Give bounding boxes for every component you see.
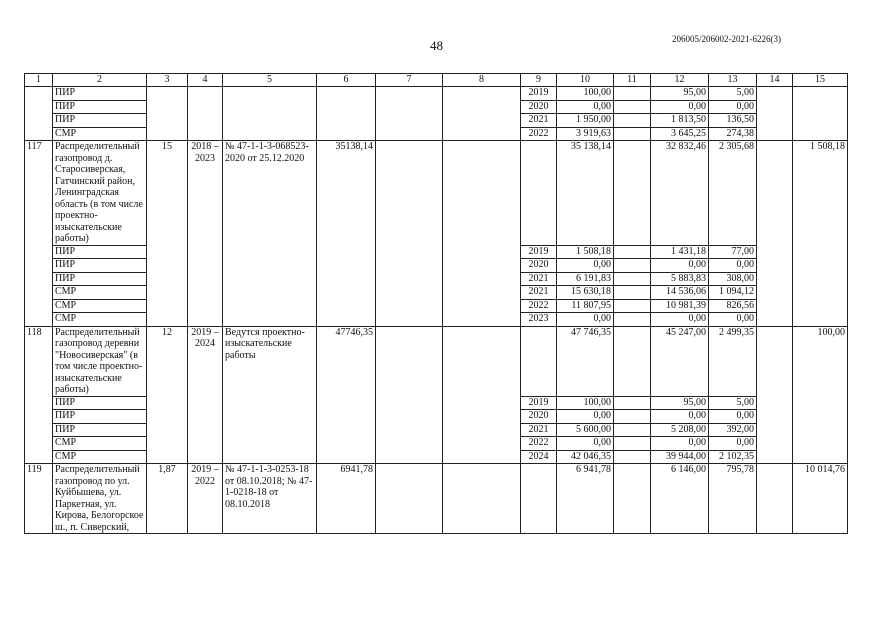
length-km: 1,87	[147, 464, 188, 534]
stage-regional: 0,00	[709, 100, 757, 114]
record-federal: 6 146,00	[651, 464, 709, 534]
col11-cell	[614, 87, 651, 101]
col14-cell	[757, 141, 793, 327]
col11-cell	[614, 259, 651, 273]
estimated-cost: 47746,35	[317, 326, 376, 464]
stage-federal: 95,00	[651, 87, 709, 101]
stage-regional: 77,00	[709, 245, 757, 259]
column-header: 10	[557, 74, 614, 87]
col11-cell	[614, 313, 651, 327]
stage-federal: 0,00	[651, 100, 709, 114]
stage-year: 2022	[521, 437, 557, 451]
estimated-cost: 35138,14	[317, 141, 376, 327]
stage-total: 15 630,18	[557, 286, 614, 300]
stage-year: 2019	[521, 245, 557, 259]
column-numbers-row	[25, 74, 848, 87]
stage-year: 2020	[521, 410, 557, 424]
record-number: 118	[25, 326, 53, 464]
stage-regional: 5,00	[709, 396, 757, 410]
column-header: 2	[53, 74, 147, 87]
stage-total: 0,00	[557, 410, 614, 424]
stage-regional: 5,00	[709, 87, 757, 101]
stage-type: ПИР	[53, 259, 147, 273]
stage-year: 2021	[521, 114, 557, 128]
column-header: 6	[317, 74, 376, 87]
column-header: 13	[709, 74, 757, 87]
col8-cell	[443, 141, 521, 327]
col8-cell	[443, 326, 521, 464]
stage-federal: 0,00	[651, 313, 709, 327]
stage-total: 0,00	[557, 313, 614, 327]
col11-cell	[614, 272, 651, 286]
stage-year: 2020	[521, 100, 557, 114]
stage-year: 2020	[521, 259, 557, 273]
period-years: 2018 – 2023	[188, 141, 223, 327]
col11-cell	[614, 464, 651, 534]
col11-cell	[614, 396, 651, 410]
stage-type: ПИР	[53, 423, 147, 437]
continued-col7	[376, 87, 443, 141]
stage-federal: 5 883,83	[651, 272, 709, 286]
record-regional: 795,78	[709, 464, 757, 534]
length-km: 15	[147, 141, 188, 327]
stage-regional: 0,00	[709, 437, 757, 451]
object-name: Распределительный газопровод деревни "Новосиверская" (в том числе проектно-изыскательские работы)	[53, 326, 147, 396]
column-header: 9	[521, 74, 557, 87]
stage-total: 0,00	[557, 100, 614, 114]
record-federal: 32 832,46	[651, 141, 709, 246]
col11-cell	[614, 100, 651, 114]
column-header: 11	[614, 74, 651, 87]
budget-table	[24, 73, 848, 534]
column-header: 15	[793, 74, 848, 87]
stage-total: 100,00	[557, 396, 614, 410]
stage-federal: 14 536,06	[651, 286, 709, 300]
col11-cell	[614, 127, 651, 141]
continued-col8	[443, 87, 521, 141]
stage-type: ПИР	[53, 100, 147, 114]
stage-year: 2019	[521, 396, 557, 410]
stage-federal: 3 645,25	[651, 127, 709, 141]
col9-cell	[521, 464, 557, 534]
stage-regional: 1 094,12	[709, 286, 757, 300]
object-name: Распределительный газопровод д. Старосиверская, Гатчинский район, Ленинградская область (в том числе проектно-изыскательские работы)	[53, 141, 147, 246]
column-header: 12	[651, 74, 709, 87]
continued-col3	[147, 87, 188, 141]
col11-cell	[614, 114, 651, 128]
col11-cell	[614, 437, 651, 451]
stage-total: 1 950,00	[557, 114, 614, 128]
continued-col14	[757, 87, 793, 141]
stage-type: ПИР	[53, 245, 147, 259]
record-total: 35 138,14	[557, 141, 614, 246]
column-header: 5	[223, 74, 317, 87]
stage-type: СМР	[53, 450, 147, 464]
estimated-cost: 6941,78	[317, 464, 376, 534]
record-total: 6 941,78	[557, 464, 614, 534]
record-main-row	[25, 464, 848, 534]
stage-year: 2021	[521, 272, 557, 286]
stage-regional: 136,50	[709, 114, 757, 128]
col11-cell	[614, 141, 651, 246]
column-header: 14	[757, 74, 793, 87]
stage-federal: 39 944,00	[651, 450, 709, 464]
column-header: 7	[376, 74, 443, 87]
stage-year: 2022	[521, 299, 557, 313]
record-number: 117	[25, 141, 53, 327]
record-number: 119	[25, 464, 53, 534]
stage-type: СМР	[53, 313, 147, 327]
col11-cell	[614, 450, 651, 464]
stage-year: 2021	[521, 423, 557, 437]
period-years: 2019 – 2024	[188, 326, 223, 464]
stage-year: 2019	[521, 87, 557, 101]
continued-col4	[188, 87, 223, 141]
stage-type: ПИР	[53, 87, 147, 101]
stage-row	[25, 87, 848, 101]
stage-total: 100,00	[557, 87, 614, 101]
page-number: 48	[430, 38, 443, 53]
record-federal: 45 247,00	[651, 326, 709, 396]
col11-cell	[614, 423, 651, 437]
col9-cell	[521, 326, 557, 396]
stage-regional: 0,00	[709, 313, 757, 327]
record-main-row	[25, 141, 848, 246]
object-name: Распределительный газопровод по ул. Куйбышева, ул. Паркетная, ул. Кирова, Белогорское ш., п. Сиверский,	[53, 464, 147, 534]
col11-cell	[614, 245, 651, 259]
stage-federal: 1 813,50	[651, 114, 709, 128]
stage-total: 11 807,95	[557, 299, 614, 313]
stage-total: 1 508,18	[557, 245, 614, 259]
record-regional: 2 305,68	[709, 141, 757, 246]
record-col15: 100,00	[793, 326, 848, 464]
stage-type: ПИР	[53, 396, 147, 410]
stage-regional: 308,00	[709, 272, 757, 286]
record-main-row	[25, 326, 848, 396]
continued-col6	[317, 87, 376, 141]
stage-federal: 0,00	[651, 437, 709, 451]
stage-type: СМР	[53, 299, 147, 313]
column-header: 8	[443, 74, 521, 87]
stage-federal: 0,00	[651, 410, 709, 424]
expertise-reference: Ведутся проектно-изыскательские работы	[223, 326, 317, 464]
stage-type: ПИР	[53, 410, 147, 424]
stage-regional: 392,00	[709, 423, 757, 437]
col11-cell	[614, 299, 651, 313]
stage-type: ПИР	[53, 114, 147, 128]
stage-regional: 0,00	[709, 259, 757, 273]
stage-federal: 0,00	[651, 259, 709, 273]
record-col15: 10 014,76	[793, 464, 848, 534]
stage-year: 2021	[521, 286, 557, 300]
stage-federal: 5 208,00	[651, 423, 709, 437]
length-km: 12	[147, 326, 188, 464]
stage-regional: 0,00	[709, 410, 757, 424]
stage-total: 3 919,63	[557, 127, 614, 141]
stage-regional: 274,38	[709, 127, 757, 141]
stage-total: 0,00	[557, 259, 614, 273]
record-regional: 2 499,35	[709, 326, 757, 396]
stage-type: СМР	[53, 127, 147, 141]
stage-year: 2023	[521, 313, 557, 327]
col11-cell	[614, 410, 651, 424]
stage-federal: 1 431,18	[651, 245, 709, 259]
stage-year: 2022	[521, 127, 557, 141]
stage-type: ПИР	[53, 272, 147, 286]
column-header: 1	[25, 74, 53, 87]
document-id: 206005/206002-2021-6226(3)	[672, 34, 781, 44]
col8-cell	[443, 464, 521, 534]
stage-federal: 95,00	[651, 396, 709, 410]
column-header: 3	[147, 74, 188, 87]
continued-number-cell	[25, 87, 53, 141]
col14-cell	[757, 464, 793, 534]
continued-col5	[223, 87, 317, 141]
stage-type: СМР	[53, 286, 147, 300]
stage-total: 0,00	[557, 437, 614, 451]
stage-total: 6 191,83	[557, 272, 614, 286]
col7-cell	[376, 326, 443, 464]
record-col15: 1 508,18	[793, 141, 848, 327]
stage-total: 42 046,35	[557, 450, 614, 464]
stage-regional: 2 102,35	[709, 450, 757, 464]
stage-total: 5 600,00	[557, 423, 614, 437]
stage-regional: 826,56	[709, 299, 757, 313]
column-header: 4	[188, 74, 223, 87]
col14-cell	[757, 326, 793, 464]
col11-cell	[614, 326, 651, 396]
record-total: 47 746,35	[557, 326, 614, 396]
col7-cell	[376, 141, 443, 327]
expertise-reference: № 47-1-1-3-068523-2020 от 25.12.2020	[223, 141, 317, 327]
expertise-reference: № 47-1-1-3-0253-18 от 08.10.2018; № 47-1-0218-18 от 08.10.2018	[223, 464, 317, 534]
period-years: 2019 – 2022	[188, 464, 223, 534]
stage-type: СМР	[53, 437, 147, 451]
col7-cell	[376, 464, 443, 534]
continued-col15	[793, 87, 848, 141]
col9-cell	[521, 141, 557, 246]
stage-year: 2024	[521, 450, 557, 464]
col11-cell	[614, 286, 651, 300]
stage-federal: 10 981,39	[651, 299, 709, 313]
